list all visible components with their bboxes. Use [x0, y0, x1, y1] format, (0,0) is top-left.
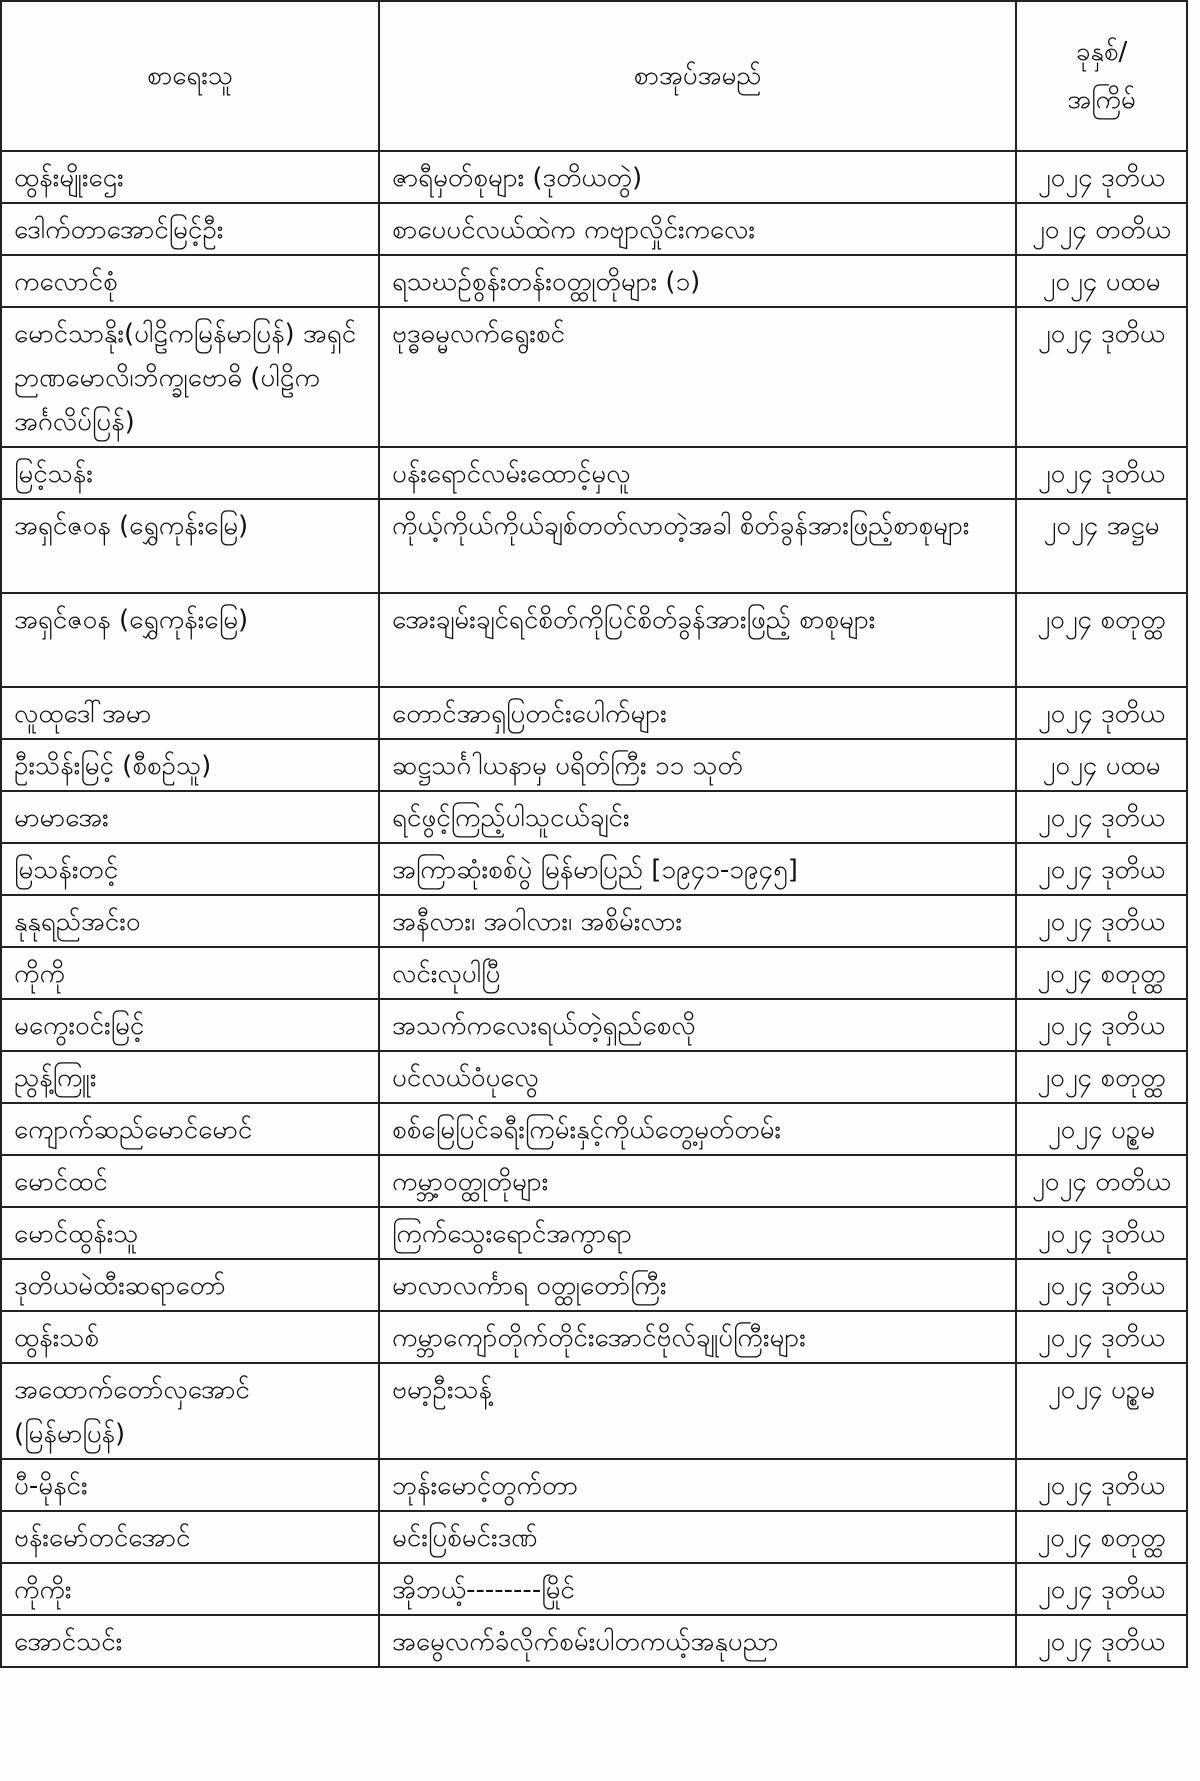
edition-cell: ၂၀၂၄ ဒုတိယ: [1016, 1259, 1187, 1311]
title-cell: ကိုယ့်ကိုယ်ကိုယ်ချစ်တတ်လာတဲ့အခါ စိတ်ခွန်အားဖြည့်စာစုများ: [379, 499, 1016, 593]
author-cell: အထောက်တော်လှအောင် (မြန်မာပြန်): [1, 1363, 379, 1459]
title-cell: ကမ္ဘာ့ဝတ္ထုတိုများ: [379, 1155, 1016, 1207]
title-cell: ဗုဒ္ဓဓမ္မလက်ရွေးစင်: [379, 307, 1016, 447]
edition-cell: ၂၀၂၄ ပထမ: [1016, 255, 1187, 307]
edition-cell: ၂၀၂၄ စတုတ္ထ: [1016, 593, 1187, 687]
table-row: [1, 1207, 1187, 1259]
author-cell: ဒုတိယမဲထီးဆရာတော်: [1, 1259, 379, 1311]
author-cell: မကွေးဝင်းမြင့်: [1, 999, 379, 1051]
author-cell: မောင်ထွန်းသူ: [1, 1207, 379, 1259]
edition-cell: ၂၀၂၄ အဋ္ဌမ: [1016, 499, 1187, 593]
table-row: [1, 895, 1187, 947]
table-row: [1, 1563, 1187, 1615]
table-row: [1, 1615, 1187, 1667]
author-cell: ကလောင်စုံ: [1, 255, 379, 307]
author-cell: မာမာအေး: [1, 791, 379, 843]
author-cell: ဒေါက်တာအောင်မြင့်ဦး: [1, 203, 379, 255]
title-cell: လင်းလုပါပြီ: [379, 947, 1016, 999]
edition-cell: ၂၀၂၄ ဒုတိယ: [1016, 843, 1187, 895]
author-cell: ဦးသိန်းမြင့် (စီစဉ်သူ): [1, 739, 379, 791]
edition-cell: ၂၀၂၄ တတိယ: [1016, 203, 1187, 255]
title-cell: ပန်းရောင်လမ်းထောင့်မှလူ: [379, 447, 1016, 499]
title-cell: တောင်အာရှပြတင်းပေါက်များ: [379, 687, 1016, 739]
table-row: [1, 999, 1187, 1051]
title-cell: ရင်ဖွင့်ကြည့်ပါသူငယ်ချင်း: [379, 791, 1016, 843]
table-row: [1, 593, 1187, 687]
edition-cell: ၂၀၂၄ ပထမ: [1016, 739, 1187, 791]
author-cell: မောင်သာနိုး(ပါဠိကမြန်မာပြန်) အရှင်ဉာဏမောလိ၊ဘိက္ခုဗောဓိ (ပါဠိကအင်္ဂလိပ်ပြန်): [1, 307, 379, 447]
author-cell: ညွန့်ကြူး: [1, 1051, 379, 1103]
title-cell: အသက်ကလေးရယ်တဲ့ရှည်စေလို: [379, 999, 1016, 1051]
author-cell: ထွန်းမျိုးဌေး: [1, 151, 379, 203]
table-body: [1, 151, 1187, 1667]
edition-cell: ၂၀၂၄ ဒုတိယ: [1016, 791, 1187, 843]
author-cell: ကျောက်ဆည်မောင်မောင်: [1, 1103, 379, 1155]
edition-cell: ၂၀၂၄ ဒုတိယ: [1016, 447, 1187, 499]
edition-cell: ၂၀၂၄ စတုတ္ထ: [1016, 1511, 1187, 1563]
edition-cell: ၂၀၂၄ ဒုတိယ: [1016, 895, 1187, 947]
table-row: [1, 203, 1187, 255]
table-row: [1, 255, 1187, 307]
table-row: [1, 151, 1187, 203]
author-cell: ပီ-မိုနင်း: [1, 1459, 379, 1511]
author-cell: ထွန်းသစ်: [1, 1311, 379, 1363]
edition-cell: ၂၀၂၄ ဒုတိယ: [1016, 307, 1187, 447]
table-row: [1, 687, 1187, 739]
table-row: [1, 1259, 1187, 1311]
title-cell: မင်းပြစ်မင်းဒဏ်: [379, 1511, 1016, 1563]
author-cell: နုနုရည်အင်းဝ: [1, 895, 379, 947]
table-row: [1, 307, 1187, 447]
table-row: [1, 1051, 1187, 1103]
title-cell: ဘုန်းမောင့်တွက်တာ: [379, 1459, 1016, 1511]
title-cell: ပင်လယ်ဝံပုလွေ: [379, 1051, 1016, 1103]
title-cell: စစ်မြေပြင်ခရီးကြမ်းနှင့်ကိုယ်တွေ့မှတ်တမ်း: [379, 1103, 1016, 1155]
edition-cell: ၂၀၂၄ ပဥ္စမ: [1016, 1103, 1187, 1155]
title-cell: ကမ္ဘာကျော်တိုက်တိုင်းအောင်ဗိုလ်ချုပ်ကြီးများ: [379, 1311, 1016, 1363]
title-cell: အနီလား၊ အဝါလား၊ အစိမ်းလား: [379, 895, 1016, 947]
title-cell: အိုဘယ့်--------မြိုင်: [379, 1563, 1016, 1615]
title-cell: ရသဃဉ်စွန်းတန်းဝတ္ထုတိုများ (၁): [379, 255, 1016, 307]
table-row: [1, 1311, 1187, 1363]
edition-cell: ၂၀၂၄ ဒုတိယ: [1016, 687, 1187, 739]
edition-cell: ၂၀၂၄ ဒုတိယ: [1016, 1311, 1187, 1363]
edition-cell: ၂၀၂၄ ဒုတိယ: [1016, 999, 1187, 1051]
edition-cell: ၂၀၂၄ စတုတ္ထ: [1016, 947, 1187, 999]
table-row: [1, 843, 1187, 895]
title-cell: အေးချမ်းချင်ရင်စိတ်ကိုပြင်စိတ်ခွန်အားဖြည့် စာစုများ: [379, 593, 1016, 687]
table-row: [1, 1363, 1187, 1459]
header-author: စာရေးသူ: [1, 1, 379, 151]
author-cell: မြသန်းတင့်: [1, 843, 379, 895]
table-row: [1, 791, 1187, 843]
table-header-row: [1, 1, 1187, 151]
edition-cell: ၂၀၂၄ တတိယ: [1016, 1155, 1187, 1207]
header-title: စာအုပ်အမည်: [379, 1, 1016, 151]
table-row: [1, 1155, 1187, 1207]
author-cell: မြင့်သန်း: [1, 447, 379, 499]
author-cell: ကိုကိုး: [1, 1563, 379, 1615]
title-cell: ဇာရီမှတ်စုများ (ဒုတိယတွဲ): [379, 151, 1016, 203]
author-cell: အရှင်ဇဝန (ရွှေကုန်းမြေ): [1, 499, 379, 593]
author-cell: ကိုကို: [1, 947, 379, 999]
table-row: [1, 1511, 1187, 1563]
edition-cell: ၂၀၂၄ ဒုတိယ: [1016, 1615, 1187, 1667]
author-cell: လူထုဒေါ်အမာ: [1, 687, 379, 739]
edition-cell: ၂၀၂၄ ပဥ္စမ: [1016, 1363, 1187, 1459]
title-cell: အမွေလက်ခံလိုက်စမ်းပါတကယ့်အနုပညာ: [379, 1615, 1016, 1667]
table-row: [1, 1103, 1187, 1155]
title-cell: ဆဋ္ဌသင်္ဂါယနာမှ ပရိတ်ကြီး ၁၁ သုတ်: [379, 739, 1016, 791]
author-cell: မောင်ထင်: [1, 1155, 379, 1207]
header-edition: ခုနှစ်/ အကြိမ်: [1016, 1, 1187, 151]
edition-cell: ၂၀၂၄ ဒုတိယ: [1016, 1459, 1187, 1511]
title-cell: အကြာဆုံးစစ်ပွဲ မြန်မာပြည် [၁၉၄၁-၁၉၄၅]: [379, 843, 1016, 895]
title-cell: စာပေပင်လယ်ထဲက ကဗျာလှိုင်းကလေး: [379, 203, 1016, 255]
title-cell: ဗမာ့ဦးသန့်: [379, 1363, 1016, 1459]
edition-cell: ၂၀၂၄ စတုတ္ထ: [1016, 1051, 1187, 1103]
table-row: [1, 739, 1187, 791]
author-cell: အောင်သင်း: [1, 1615, 379, 1667]
title-cell: မာလာလင်္ကာရ ဝတ္ထုတော်ကြီး: [379, 1259, 1016, 1311]
table-row: [1, 499, 1187, 593]
edition-cell: ၂၀၂၄ ဒုတိယ: [1016, 151, 1187, 203]
edition-cell: ၂၀၂၄ ဒုတိယ: [1016, 1563, 1187, 1615]
table-row: [1, 947, 1187, 999]
author-cell: ဗန်းမော်တင်အောင်: [1, 1511, 379, 1563]
title-cell: ကြက်သွေးရောင်အကွာရာ: [379, 1207, 1016, 1259]
table-row: [1, 447, 1187, 499]
table-row: [1, 1459, 1187, 1511]
author-cell: အရှင်ဇဝန (ရွှေကုန်းမြေ): [1, 593, 379, 687]
edition-cell: ၂၀၂၄ ဒုတိယ: [1016, 1207, 1187, 1259]
